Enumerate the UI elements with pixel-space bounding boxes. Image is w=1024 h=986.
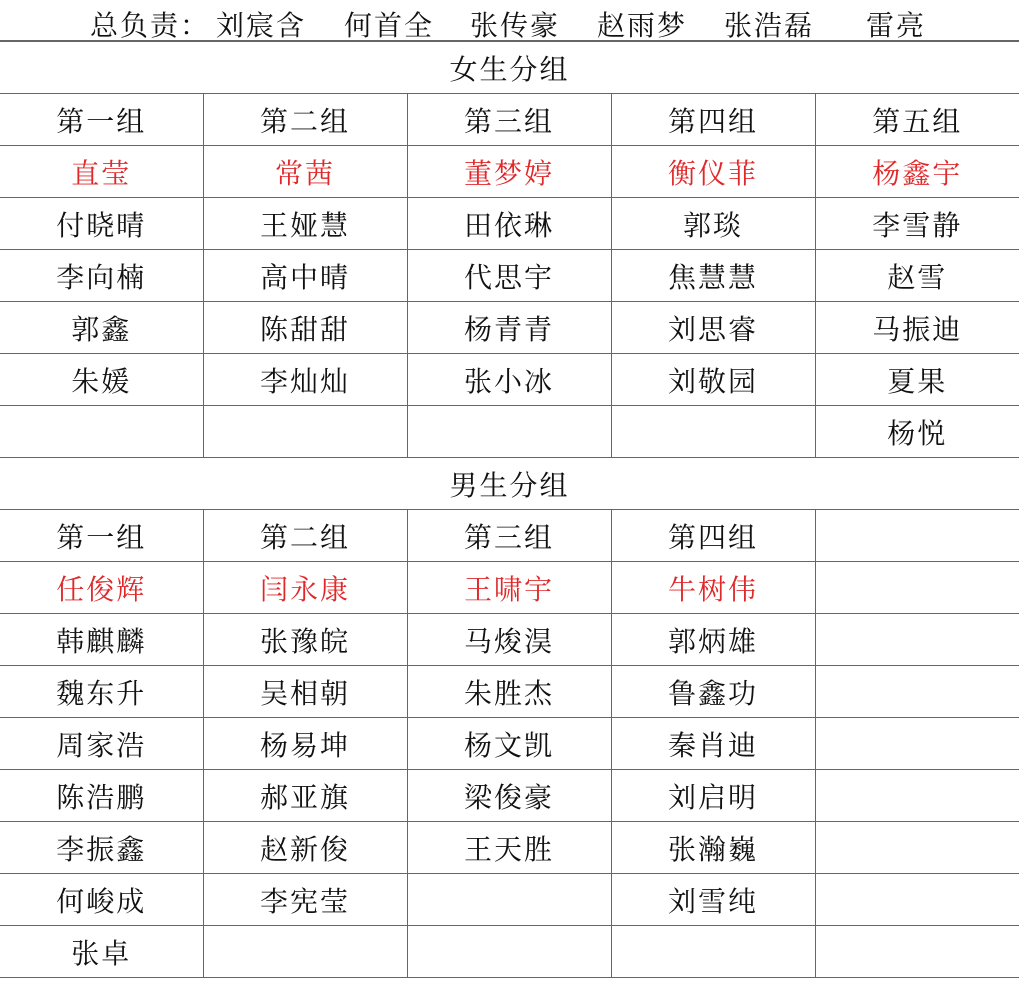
member-cell: 魏东升: [0, 666, 203, 718]
group-leader-cell: 闫永康: [203, 562, 407, 614]
group-label: 第四组: [611, 510, 815, 562]
member-cell: 郝亚旗: [203, 770, 407, 822]
member-cell: 杨文凯: [407, 718, 611, 770]
member-cell: 刘思睿: [611, 302, 815, 354]
member-cell: 杨易坤: [203, 718, 407, 770]
header-name: 何首全: [344, 9, 435, 42]
member-cell: 高中晴: [203, 250, 407, 302]
member-cell: 田依琳: [407, 198, 611, 250]
member-cell: [203, 926, 407, 978]
member-cell: 代思宇: [407, 250, 611, 302]
member-cell: 付晓晴: [0, 198, 203, 250]
table-row: [0, 666, 1019, 718]
member-cell: [815, 770, 1019, 822]
boys-section-leader-row: [0, 562, 1019, 614]
member-cell: [0, 406, 203, 458]
member-cell: [407, 926, 611, 978]
group-leader-cell: 杨鑫宇: [815, 146, 1019, 198]
table-row: [0, 302, 1019, 354]
group-label: 第二组: [203, 510, 407, 562]
member-cell: 鲁鑫功: [611, 666, 815, 718]
header-name: 刘宸含: [216, 9, 307, 42]
group-leader-cell: 董梦婷: [407, 146, 611, 198]
member-cell: 王天胜: [407, 822, 611, 874]
member-cell: 赵新俊: [203, 822, 407, 874]
header-name: 赵雨梦: [597, 9, 688, 42]
groups-table-body: [0, 42, 1019, 978]
member-cell: 刘敬园: [611, 354, 815, 406]
table-row: [0, 614, 1019, 666]
member-cell: 李雪静: [815, 198, 1019, 250]
group-leader-cell: [815, 562, 1019, 614]
member-cell: 刘启明: [611, 770, 815, 822]
group-label: 第一组: [0, 94, 203, 146]
table-row: [0, 874, 1019, 926]
member-cell: 陈甜甜: [203, 302, 407, 354]
member-cell: 刘雪纯: [611, 874, 815, 926]
member-cell: 赵雪: [815, 250, 1019, 302]
group-label: 第三组: [407, 510, 611, 562]
header-label: 总负责：: [90, 9, 211, 42]
member-cell: 郭炳雄: [611, 614, 815, 666]
group-leader-cell: 衡仪菲: [611, 146, 815, 198]
member-cell: 张瀚巍: [611, 822, 815, 874]
table-row: [0, 198, 1019, 250]
member-cell: [815, 926, 1019, 978]
member-cell: 吴相朝: [203, 666, 407, 718]
group-label: 第四组: [611, 94, 815, 146]
member-cell: [815, 822, 1019, 874]
girls-section-leader-row: [0, 146, 1019, 198]
header-name: 张浩磊: [724, 9, 815, 42]
table-row: [0, 354, 1019, 406]
group-label: 第五组: [815, 94, 1019, 146]
member-cell: 马焌淏: [407, 614, 611, 666]
member-cell: 张小冰: [407, 354, 611, 406]
member-cell: 韩麒麟: [0, 614, 203, 666]
member-cell: 秦肖迪: [611, 718, 815, 770]
group-leader-cell: 直莹: [0, 146, 203, 198]
member-cell: 夏果: [815, 354, 1019, 406]
table-row: [0, 718, 1019, 770]
member-cell: 杨悦: [815, 406, 1019, 458]
group-label: 第二组: [203, 94, 407, 146]
member-cell: 张豫皖: [203, 614, 407, 666]
member-cell: 朱媛: [0, 354, 203, 406]
member-cell: 李灿灿: [203, 354, 407, 406]
member-cell: 马振迪: [815, 302, 1019, 354]
member-cell: 焦慧慧: [611, 250, 815, 302]
member-cell: 张卓: [0, 926, 203, 978]
table-row: [0, 926, 1019, 978]
header-row: [0, 0, 1019, 41]
member-cell: [611, 406, 815, 458]
member-cell: [815, 874, 1019, 926]
group-leader-cell: 任俊辉: [0, 562, 203, 614]
header-name: 张传豪: [470, 9, 561, 42]
group-label: 第一组: [0, 510, 203, 562]
member-cell: 王娅慧: [203, 198, 407, 250]
header-name: 雷亮: [866, 9, 927, 42]
member-cell: [407, 406, 611, 458]
group-leader-cell: 牛树伟: [611, 562, 815, 614]
member-cell: 杨青青: [407, 302, 611, 354]
member-cell: 陈浩鹏: [0, 770, 203, 822]
member-cell: 周家浩: [0, 718, 203, 770]
member-cell: 梁俊豪: [407, 770, 611, 822]
table-row: [0, 250, 1019, 302]
group-leader-cell: 王啸宇: [407, 562, 611, 614]
table-row: [0, 770, 1019, 822]
member-cell: [611, 926, 815, 978]
table-row: [0, 406, 1019, 458]
member-cell: [203, 406, 407, 458]
group-label: 第三组: [407, 94, 611, 146]
member-cell: 何峻成: [0, 874, 203, 926]
girls-section-group-header-row: [0, 94, 1019, 146]
member-cell: [815, 666, 1019, 718]
member-cell: 郭鑫: [0, 302, 203, 354]
group-leader-cell: 常茜: [203, 146, 407, 198]
member-cell: 李向楠: [0, 250, 203, 302]
groups-table: [0, 41, 1019, 978]
member-cell: 李振鑫: [0, 822, 203, 874]
girls-section-title: 女生分组: [0, 42, 1019, 94]
member-cell: 朱胜杰: [407, 666, 611, 718]
member-cell: [815, 614, 1019, 666]
member-cell: [407, 874, 611, 926]
member-cell: 郭琰: [611, 198, 815, 250]
member-cell: 李宪莹: [203, 874, 407, 926]
group-label: [815, 510, 1019, 562]
member-cell: [815, 718, 1019, 770]
boys-section-title: 男生分组: [0, 458, 1019, 510]
table-row: [0, 822, 1019, 874]
boys-section-group-header-row: [0, 510, 1019, 562]
